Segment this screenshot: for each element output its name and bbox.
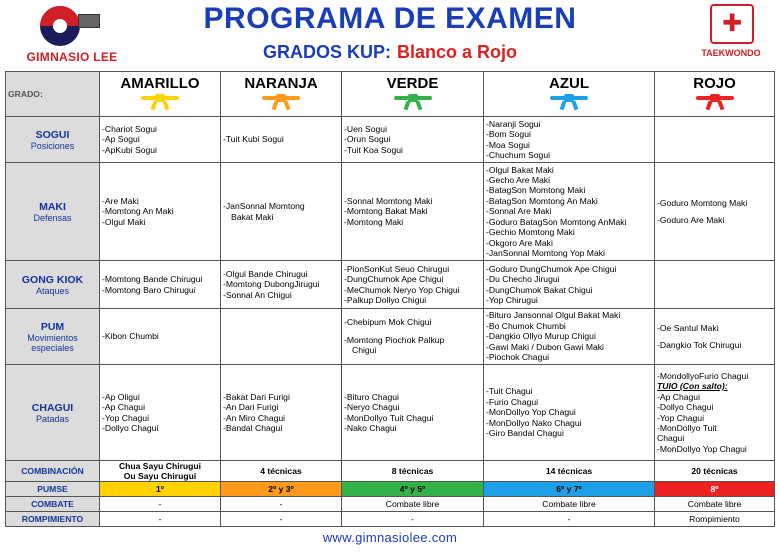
rompimiento-row	[6, 512, 775, 527]
technique-line: -Momtong An Maki	[102, 206, 174, 217]
combinacion-cell: 8 técnicas	[342, 461, 484, 482]
technique-line: -MonDollyo Tuit Chagui	[344, 412, 434, 423]
technique-line: -Gechio Momtong Maki	[486, 227, 575, 238]
belt-icon	[137, 94, 183, 108]
technique-line: -Olgul Bande Chirugui	[223, 268, 308, 279]
combate-label: COMBATE	[6, 497, 100, 512]
combinacion-label: COMBINACIÓN	[6, 461, 100, 482]
technique-line: -Chariot Sogui	[102, 123, 157, 134]
row-subtitle: Ataques	[35, 285, 70, 296]
row-subtitle: Posiciones	[30, 140, 75, 151]
row-title: PUM	[40, 320, 65, 333]
technique-cell	[100, 309, 221, 365]
technique-cell	[484, 365, 655, 461]
pumse-cell: 6º y 7º	[484, 482, 655, 497]
combinacion-cell: Chua Sayu Chirugui Ou Sayu Chirugui	[100, 461, 221, 482]
technique-line: -Orun Sogui	[344, 134, 391, 145]
belt-icon	[692, 94, 738, 108]
row-title: SOGUI	[35, 128, 70, 141]
technique-cell	[484, 261, 655, 309]
technique-line: -Goduro Momtong Maki	[657, 197, 748, 208]
technique-cell	[221, 117, 342, 163]
technique-line: -Uen Sogui	[344, 123, 387, 134]
technique-line: -Palkup Dollyo Chigui	[344, 294, 427, 305]
rompimiento-cell: -	[100, 512, 221, 527]
row-title: MAKI	[39, 200, 66, 213]
technique-row	[6, 163, 775, 261]
technique-line: -Oe Santul Maki	[657, 322, 719, 333]
technique-line: -Neryo Chagui	[344, 402, 400, 413]
technique-line: -PionSonKut Seuo Chirugui	[344, 263, 450, 274]
technique-line: -MonDollyo Yop Chagui	[486, 407, 576, 418]
combinacion-cell: 14 técnicas	[484, 461, 655, 482]
technique-line: -Momtong DubongJirugui	[223, 279, 320, 290]
technique-line: -Tuit Koa Sogui	[344, 144, 403, 155]
technique-line: -Sonnal An Chigui	[223, 289, 292, 300]
belt-header-row	[6, 72, 775, 117]
technique-line: -Bom Sogui	[486, 129, 531, 140]
technique-line: -Momtong Bande Chirugui	[102, 274, 203, 285]
technique-cell	[100, 365, 221, 461]
technique-line	[344, 328, 481, 335]
technique-line: -Kibon Chumbi	[102, 331, 159, 342]
technique-line: -Bakat Dari Furigi	[223, 391, 290, 402]
technique-line: -MonDollyo Yop Chagui	[657, 443, 747, 454]
row-subtitle: Movimientos	[27, 332, 78, 343]
technique-cell	[221, 261, 342, 309]
technique-line: -Yop Chirugui	[486, 294, 538, 305]
row-label	[6, 365, 100, 461]
footer-website[interactable]: www.gimnasiolee.com	[322, 530, 458, 545]
technique-cell	[221, 163, 342, 261]
technique-line: -Bo Chumok Chumbi	[486, 320, 566, 331]
technique-line: -Gecho Are Maki	[486, 175, 550, 186]
technique-line: -Momtong Maki	[344, 216, 404, 227]
technique-line: -Momtong Bakat Maki	[344, 206, 428, 217]
gimnasio-lee-logo	[22, 4, 132, 66]
combate-row	[6, 497, 775, 512]
technique-cell	[655, 261, 775, 309]
belt-header	[100, 72, 221, 117]
technique-row	[6, 365, 775, 461]
page-subtitle	[150, 42, 630, 63]
technique-line: Chagui	[657, 433, 685, 444]
belt-name: VERDE	[386, 74, 439, 92]
technique-line: -Are Maki	[102, 195, 139, 206]
technique-line: -Sonnal Are Maki	[486, 206, 552, 217]
technique-cell	[342, 261, 484, 309]
technique-line: -Olgul Maki	[102, 216, 146, 227]
technique-cell	[655, 163, 775, 261]
technique-cell	[342, 163, 484, 261]
technique-line: -Ap Sogui	[102, 134, 140, 145]
technique-cell	[655, 365, 775, 461]
technique-line: -Tuit Kubi Sogui	[223, 134, 284, 145]
flag-icon	[78, 14, 100, 28]
technique-line: -Giro Bandal Chagui	[486, 428, 564, 439]
technique-line: -ApKubi Sogui	[102, 144, 157, 155]
technique-line: -Bandal Chagui	[223, 422, 283, 433]
technique-line: -Dollyo Chagui	[102, 422, 159, 433]
technique-line: -Du Checho Jirugui	[486, 274, 560, 285]
belt-header	[342, 72, 484, 117]
combate-cell: -	[100, 497, 221, 512]
technique-line: -Gawi Maki / Dubon Gawi Maki	[486, 341, 604, 352]
technique-line: -An Miro Chagui	[223, 412, 286, 423]
technique-line: Chigui	[352, 345, 377, 356]
technique-line: -Moa Sogui	[486, 139, 530, 150]
technique-line: -Dangkio Ollyo Murup Chigui	[486, 331, 596, 342]
technique-cell	[655, 309, 775, 365]
technique-line: -DungChumok Bakat Chigui	[486, 284, 593, 295]
belt-name: AMARILLO	[120, 74, 200, 92]
combate-cell: Combate libre	[342, 497, 484, 512]
technique-line: -Naranji Sogui	[486, 118, 541, 129]
technique-line: -MondollyoFurio Chagui	[657, 370, 749, 381]
technique-line: -Goduro Are Maki	[657, 215, 725, 225]
technique-cell	[484, 309, 655, 365]
belt-name: AZUL	[549, 74, 589, 92]
rompimiento-label: ROMPIMIENTO	[6, 512, 100, 527]
grade-label: GRADO:	[6, 72, 100, 117]
technique-row	[6, 261, 775, 309]
technique-cell	[484, 163, 655, 261]
technique-line: -Okgoro Are Maki	[486, 237, 553, 248]
technique-cell	[221, 365, 342, 461]
row-subtitle: Patadas	[35, 413, 70, 424]
technique-row	[6, 309, 775, 365]
belt-header	[221, 72, 342, 117]
technique-line: -Furio Chagui	[486, 396, 539, 407]
technique-line: -JanSonnal Momtong Yop Maki	[486, 247, 605, 258]
page-title: PROGRAMA DE EXAMEN	[203, 2, 577, 35]
technique-line: -MonDollyo Tuit	[657, 422, 717, 433]
technique-line: -MeChumok Neryo Yop Chigui	[344, 284, 460, 295]
technique-line: -MonDollyo Nako Chagui	[486, 417, 582, 428]
rompimiento-cell: -	[221, 512, 342, 527]
taekwondo-logo	[698, 4, 772, 62]
pumse-cell: 2º y 3º	[221, 482, 342, 497]
technique-line: -Ap Oligui	[102, 391, 140, 402]
combate-cell: Combate libre	[655, 497, 775, 512]
technique-cell	[342, 365, 484, 461]
pumse-cell: 1º	[100, 482, 221, 497]
technique-line: -Sonnal Momtong Maki	[344, 195, 433, 206]
kicker-icon: ✚	[721, 10, 743, 37]
technique-line: -Bituro Jansonnal Olgul Bakat Maki	[486, 310, 621, 321]
row-subtitle: Defensas	[33, 212, 72, 223]
row-label	[6, 261, 100, 309]
combate-cell: Combate libre	[484, 497, 655, 512]
pumse-cell: 4º y 5º	[342, 482, 484, 497]
subtitle-range: Blanco a Rojo	[397, 42, 518, 62]
belt-icon	[546, 94, 592, 108]
combinacion-cell: 20 técnicas	[655, 461, 775, 482]
rompimiento-cell: -	[484, 512, 655, 527]
belt-icon	[390, 94, 436, 108]
technique-line: -Tuit Chagui	[486, 386, 533, 397]
technique-line: -JanSonnal Momtong	[223, 201, 305, 212]
technique-cell	[342, 117, 484, 163]
technique-line: -Goduro DungChumok Ape Chigui	[486, 263, 617, 274]
combinacion-row	[6, 461, 775, 482]
rompimiento-cell: -	[342, 512, 484, 527]
belt-name: ROJO	[693, 74, 736, 92]
row-subtitle: especiales	[31, 342, 74, 353]
technique-cell	[100, 163, 221, 261]
technique-line: -Ap Chagui	[102, 402, 145, 413]
technique-row	[6, 117, 775, 163]
technique-line: -Yop Chagui	[657, 412, 704, 423]
row-title: CHAGUI	[31, 401, 74, 414]
exam-table	[5, 71, 775, 527]
technique-line: -BatagSon Momtong Maki	[486, 185, 586, 196]
pumse-cell: 8º	[655, 482, 775, 497]
technique-line: -Nako Chagui	[344, 422, 397, 433]
combinacion-cell: 4 técnicas	[221, 461, 342, 482]
technique-line: -Ap Chagui	[657, 391, 700, 402]
pumse-row	[6, 482, 775, 497]
technique-line: -Piochok Chagui	[486, 352, 550, 363]
pumse-label: PUMSE	[6, 482, 100, 497]
technique-line: -Dollyo Chagui	[657, 402, 714, 413]
technique-cell	[342, 309, 484, 365]
logo-left-name: GIMNASIO LEE	[26, 50, 118, 64]
technique-line	[657, 333, 772, 340]
subtitle-prefix: GRADOS KUP:	[262, 42, 391, 62]
technique-cell	[484, 117, 655, 163]
technique-cell	[100, 261, 221, 309]
technique-line: -Yop Chagui	[102, 412, 149, 423]
technique-line: Bakat Maki	[231, 211, 274, 222]
technique-line: -Momtong Baro Chirugui	[102, 284, 196, 295]
technique-line: TUIO (Con salto):	[657, 381, 728, 392]
technique-line: -Dangkio Tok Chirugui	[657, 340, 742, 350]
belt-icon	[258, 94, 304, 108]
belt-header	[484, 72, 655, 117]
technique-line: -An Dari Furigi	[223, 402, 279, 413]
technique-cell	[221, 309, 342, 365]
technique-line: -BatagSon Momtong An Maki	[486, 195, 598, 206]
technique-line: -Goduro BatagSon Momtong AnMaki	[486, 216, 627, 227]
row-label	[6, 163, 100, 261]
technique-line: -Momtong Piochok Palkup	[344, 334, 445, 345]
technique-line	[657, 208, 772, 215]
belt-header	[655, 72, 775, 117]
technique-line: -DungChumok Ape Chigui	[344, 274, 444, 285]
technique-line: -Bituro Chagui	[344, 391, 399, 402]
row-label	[6, 117, 100, 163]
technique-cell	[655, 117, 775, 163]
technique-line: -Chuchum Sogui	[486, 149, 551, 160]
taeguk-emblem-icon	[40, 6, 80, 46]
technique-line: -Chebipum Mok Chigui	[344, 317, 432, 328]
row-title: GONG KIOK	[21, 273, 84, 286]
rompimiento-cell: Rompimiento	[655, 512, 775, 527]
technique-line: -Olgul Bakat Maki	[486, 164, 554, 175]
logo-right-name: TAEKWONDO	[701, 48, 761, 58]
technique-cell	[100, 117, 221, 163]
belt-name: NARANJA	[244, 74, 318, 92]
row-label	[6, 309, 100, 365]
combate-cell: -	[221, 497, 342, 512]
